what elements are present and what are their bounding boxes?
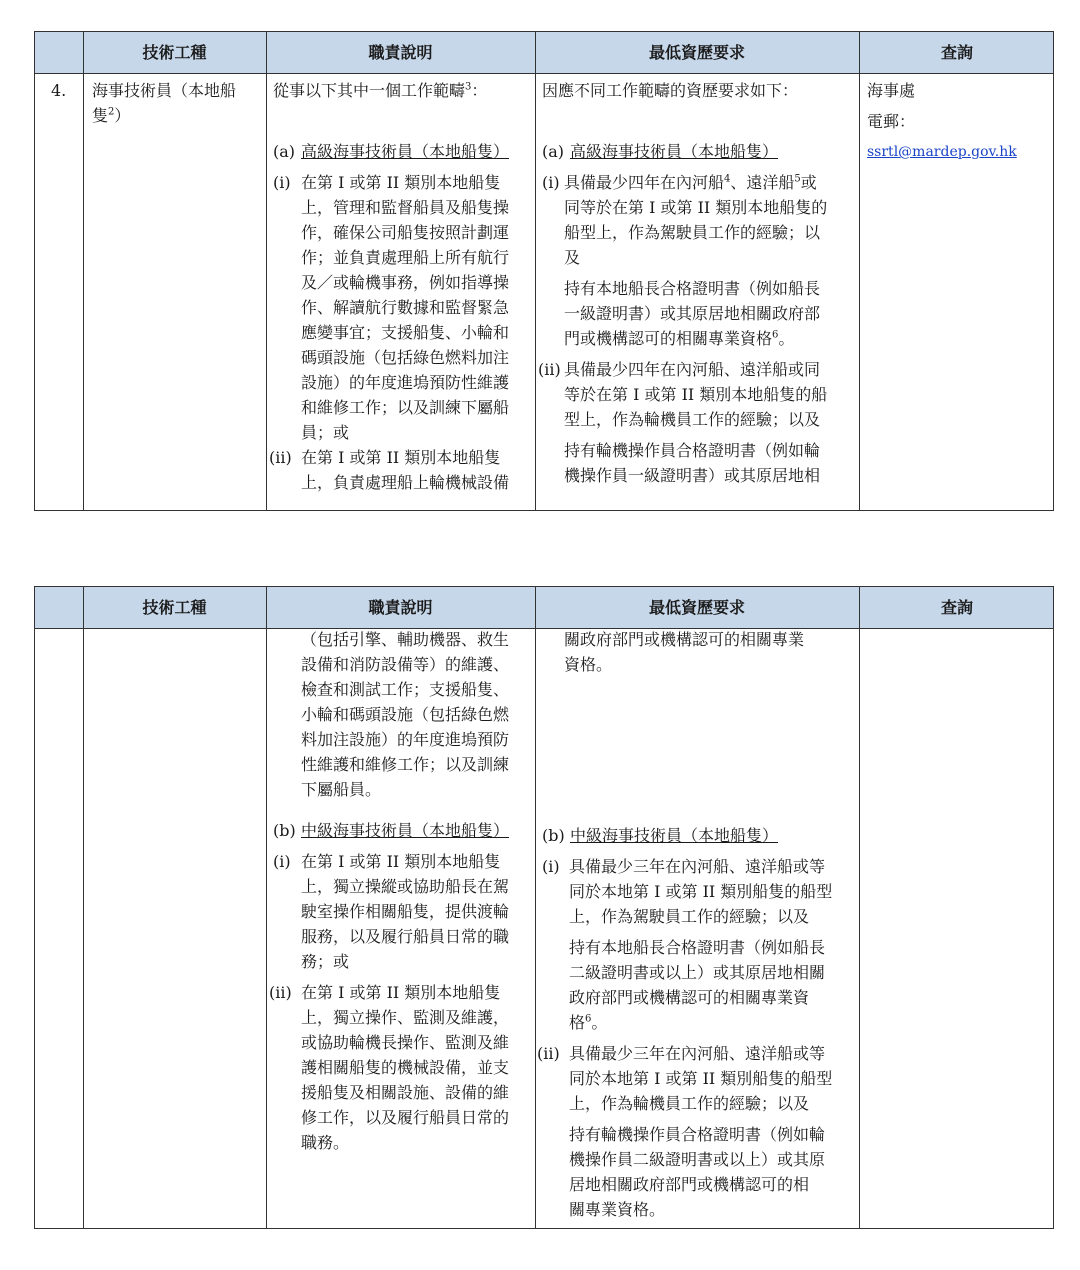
text-line: 護相關船隻的機械設備，並支: [301, 1058, 510, 1077]
duties-cell: [269, 627, 535, 1155]
text-line: 及／或輪機事務，例如指導操: [301, 273, 510, 292]
text-line: 設備和消防設備等）的維護、: [301, 655, 510, 674]
text-line: 檢查和測試工作；支援船隻、: [301, 680, 510, 699]
text-line: 船型上，作為駕駛員工作的經驗；以: [564, 223, 821, 242]
requirements-section-b: (b) 中級海事技術員（本地船隻）: [542, 826, 779, 845]
job-table-page-1: [34, 31, 1054, 511]
duties-item-ii: (ii) 在第 I 或第 II 類別本地船隻 上，獨立操作、監測及維護， 或協助輪機長操作、監測及維 護相關船隻的機械設備，並支 援船隻及相關設施、設備的維 修工作，以及履行船員日常的 職務。: [273, 980, 535, 1155]
requirements-item-ii: (ii) 具備最少三年在內河船、遠洋船或等 同於本地第 I 或第 II 類別船隻的船型 上，作為輪機員工作的經驗；以及 持有輪機操作員合格證明書（例如輪 機操作員二級證明書或以上）或其原 居地相關政府部門或機構認可的相 關專業資格。: [542, 1041, 857, 1222]
duties-item-i: (i) 在第 I 或第 II 類別本地船隻 上，獨立操縱或協助船長在駕 駛室操作相關船隻，提供渡輪 服務，以及履行船員日常的職 務；或: [273, 849, 535, 974]
text-line: 作；並負責處理船上所有航行: [301, 248, 510, 267]
header-number: [35, 32, 83, 73]
text-line: 駛室操作相關船隻，提供渡輪: [301, 902, 510, 921]
text-line: 上，負責處理船上輪機械設備: [301, 473, 510, 492]
text-line: 料加注設施）的年度進塢預防: [301, 730, 510, 749]
text-line: 等於在第 I 或第 II 類別本地船隻的船: [564, 385, 828, 404]
text-line: 同於本地第 I 或第 II 類別船隻的船型: [569, 882, 833, 901]
text-line: 二級證明書或以上）或其原居地相關: [569, 963, 826, 982]
text-line: 關政府部門或機構認可的相關專業: [564, 630, 805, 649]
text-line: 機操作員二級證明書或以上）或其原: [569, 1150, 826, 1169]
text-line: 具備最少三年在內河船、遠洋船或等: [569, 857, 826, 876]
requirements-continuation: [542, 627, 857, 677]
duties-section-b: (b) 中級海事技術員（本地船隻）: [273, 821, 510, 840]
text-line: 作、解讀航行數據和監督緊急: [301, 298, 510, 317]
text-line: 持有本地船長合格證明書（例如船長: [569, 938, 826, 957]
text-line: 員；或: [301, 423, 350, 442]
job-table-page-2: [34, 586, 1054, 1229]
header-requirements: 最低資歷要求: [648, 598, 745, 617]
job-title: [92, 78, 262, 128]
text-line: 職務。: [301, 1133, 350, 1152]
header-job-type: 技術工種: [142, 598, 207, 617]
text-line: 作，確保公司船隻按照計劃運: [301, 223, 510, 242]
job-title-line: 隻$^2$）: [92, 106, 131, 125]
text-line: 同等於在第 I 或第 II 類別本地船隻的: [564, 198, 828, 217]
text-line: 和維修工作；以及訓練下屬船: [301, 398, 510, 417]
text-line: 居地相關政府部門或機構認可的相: [569, 1175, 810, 1194]
duties-cell: [269, 78, 535, 495]
text-line: 小輪和碼頭設施（包括綠色燃: [301, 705, 510, 724]
text-line: 或協助輪機長操作、監測及維: [301, 1033, 510, 1052]
column-divider: [83, 32, 84, 510]
duties-item-ii: (ii) 在第 I 或第 II 類別本地船隻 上，負責處理船上輪機械設備: [273, 445, 535, 495]
column-divider: [266, 32, 267, 510]
text-line: 具備最少三年在內河船、遠洋船或等: [569, 1044, 826, 1063]
contact-cell: [867, 78, 1053, 165]
duties-intro: 從事以下其中一個工作範疇$^3$：: [273, 81, 488, 100]
text-line: 性維護和維修工作；以及訓練: [301, 755, 510, 774]
requirements-cell: [538, 78, 857, 488]
text-line: 碼頭設施（包括綠色燃料加注: [301, 348, 510, 367]
requirements-item-i: (i) 具備最少三年在內河船、遠洋船或等 同於本地第 I 或第 II 類別船隻的船型 上，作為駕駛員工作的經驗；以及 持有本地船長合格證明書（例如船長 二級證明書或以上）或其原居地相關 政府部門或機構認可的相關專業資 格$^6$。: [542, 854, 857, 1035]
text-line: 在第 I 或第 II 類別本地船隻: [301, 448, 501, 467]
text-line: 具備最少四年在內河船、遠洋船或同: [564, 360, 821, 379]
requirements-item-i: (i) 具備最少四年在內河船$^4$、遠洋船$^5$或 同等於在第 I 或第 II 類別本地船隻的 船型上，作為駕駛員工作的經驗；以 及 持有本地船長合格證明書（例如船長 一級證明書）或其原居地相關政府部 門或機構認可的相關專業資格$^6$。: [542, 170, 857, 351]
text-line: 在第 I 或第 II 類別本地船隻: [301, 852, 501, 871]
text-line: 在第 I 或第 II 類別本地船隻: [301, 983, 501, 1002]
requirements-item-ii: (ii) 具備最少四年在內河船、遠洋船或同 等於在第 I 或第 II 類別本地船隻的船 型上，作為輪機員工作的經驗；以及 持有輪機操作員合格證明書（例如輪 機操作員一級證明書）或其原居地相: [542, 357, 857, 488]
requirements-intro: 因應不同工作範疇的資歷要求如下：: [542, 81, 799, 100]
column-divider: [859, 587, 860, 1228]
text-line: 應變事宜；支援船隻、小輪和: [301, 323, 510, 342]
job-title-line: 海事技術員（本地船: [92, 81, 237, 100]
text-line: 上，獨立操作、監測及維護，: [301, 1008, 510, 1027]
text-line: 修工作，以及履行船員日常的: [301, 1108, 510, 1127]
header-enquiry: 查詢: [940, 43, 973, 62]
text-line: 下屬船員。: [301, 780, 382, 799]
text-line: 及: [564, 248, 581, 267]
text-line: 資格。: [564, 655, 613, 674]
text-line: 在第 I 或第 II 類別本地船隻: [301, 173, 501, 192]
requirements-section-a: (a) 高級海事技術員（本地船隻）: [542, 142, 779, 161]
text-line: 上，作為駕駛員工作的經驗；以及: [569, 907, 810, 926]
contact-org: 海事處: [867, 81, 916, 100]
text-line: 關專業資格。: [569, 1200, 666, 1219]
text-line: 同於本地第 I 或第 II 類別船隻的船型: [569, 1069, 833, 1088]
header-requirements: 最低資歷要求: [648, 43, 745, 62]
text-line: 務；或: [301, 952, 350, 971]
column-divider: [83, 587, 84, 1228]
column-divider: [859, 32, 860, 510]
column-divider: [266, 587, 267, 1228]
text-line: 一級證明書）或其原居地相關政府部: [564, 304, 821, 323]
column-divider: [535, 32, 536, 510]
column-divider: [535, 587, 536, 1228]
duties-section-a: (a) 高級海事技術員（本地船隻）: [273, 142, 510, 161]
text-line: 型上，作為輪機員工作的經驗；以及: [564, 410, 821, 429]
duties-item-i: (i) 在第 I 或第 II 類別本地船隻 上，管理和監督船員及船隻操 作，確保公司船隻按照計劃運 作；並負責處理船上所有航行 及／或輪機事務，例如指導操 作、解讀航行數據和監督緊急 應變事宜；支援船隻、小輪和 碼頭設施（包括綠色燃料加注 設施）的年度進塢預防性維護 和維修工作；以及訓練下屬船 員；或: [273, 170, 535, 445]
contact-email-link[interactable]: ssrtl@mardep.gov.hk: [867, 144, 1017, 160]
text-line: 上，作為輪機員工作的經驗；以及: [569, 1094, 810, 1113]
text-line: 持有本地船長合格證明書（例如船長: [564, 279, 821, 298]
text-line: 援船隻及相關設施、設備的維: [301, 1083, 510, 1102]
header-duties: 職責說明: [368, 43, 433, 62]
requirements-cell: [537, 627, 857, 1222]
header-enquiry: 查詢: [940, 598, 973, 617]
text-line: 持有輪機操作員合格證明書（例如輪: [569, 1125, 826, 1144]
text-line: （包括引擎、輔助機器、救生: [301, 630, 510, 649]
item-number: 4.: [51, 81, 67, 100]
text-line: 服務，以及履行船員日常的職: [301, 927, 510, 946]
header-duties: 職責說明: [368, 598, 433, 617]
text-line: 上，獨立操縱或協助船長在駕: [301, 877, 510, 896]
duties-continuation: [273, 627, 535, 802]
text-line: 政府部門或機構認可的相關專業資: [569, 988, 810, 1007]
header-number: [35, 587, 83, 628]
text-line: 持有輪機操作員合格證明書（例如輪: [564, 441, 821, 460]
text-line: 機操作員一級證明書）或其原居地相: [564, 466, 821, 485]
contact-email-label: 電郵：: [867, 112, 916, 131]
text-line: 上，管理和監督船員及船隻操: [301, 198, 510, 217]
text-line: 設施）的年度進塢預防性維護: [301, 373, 510, 392]
header-job-type: 技術工種: [142, 43, 207, 62]
